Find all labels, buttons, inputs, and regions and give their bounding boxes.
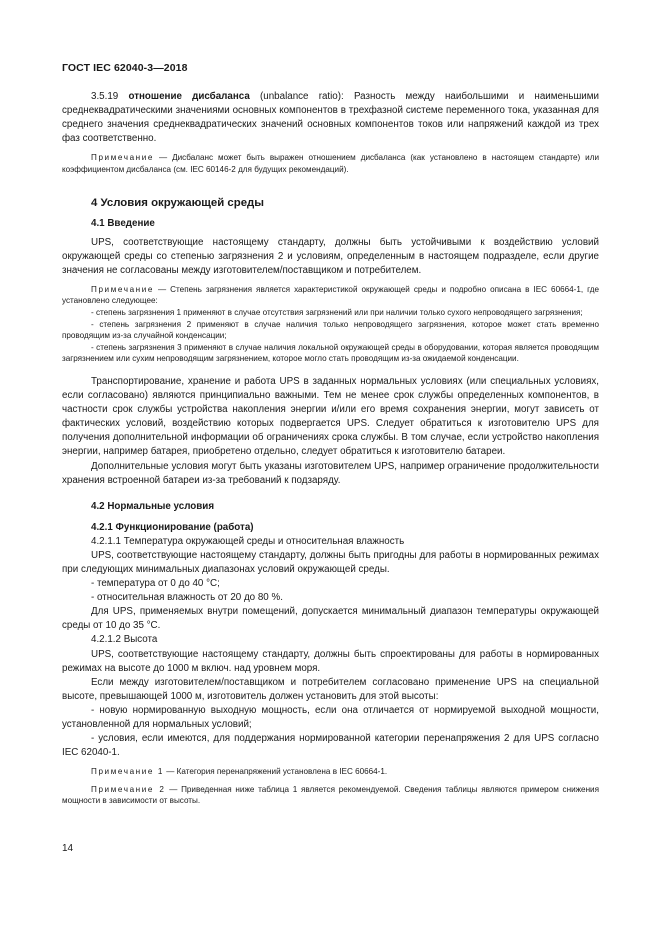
list-item: - температура от 0 до 40 °C; bbox=[91, 578, 220, 590]
note bbox=[62, 152, 599, 175]
note-text: — Дисбаланс может быть выражен отношением дисбаланса (как установлено в настоящем стандарте) или коэффициентом дисбаланса (см. IEC 60146-2 для будущих рекомендаций). bbox=[62, 153, 599, 174]
note-list-item: - степень загрязнения 1 применяют в случае отсутствия загрязнений или при наличии только сухого непроводящего загрязнения; bbox=[91, 308, 583, 318]
list-item: - условия, если имеются, для поддержания нормированной категории перенапряжения 2 для UPS согласно IEC 62040-1. bbox=[62, 733, 599, 759]
clause-heading: 4.2.1.1 Температура окружающей среды и относительная влажность bbox=[91, 535, 405, 547]
clause-number: 3.5.19 bbox=[91, 91, 119, 102]
definition-paragraph bbox=[62, 90, 599, 146]
list-item: - новую нормированную выходную мощность, если она отличается от нормируемой выходной мощности, установленной для нормальных условий; bbox=[62, 704, 599, 730]
document-header: ГОСТ IEC 62040-3—2018 bbox=[62, 62, 188, 74]
note-label: Примечание bbox=[91, 284, 155, 294]
list-item: - относительная влажность от 20 до 80 %. bbox=[91, 592, 283, 604]
note-list-item: - степень загрязнения 3 применяют в случае наличия локальной окружающей среды в оборудовании, которая является проводящим загрязнением или сухим непроводящим загрязнением, которое могло стать проводящим из-за ожидаемой конденсации. bbox=[62, 342, 599, 364]
page-number: 14 bbox=[62, 843, 74, 854]
note-label: Примечание bbox=[91, 153, 155, 163]
paragraph: UPS, соответствующие настоящему стандарту, должны быть спроектированы для работы в нормированных режимах на высоте до 1000 м включ. над уровнем моря. bbox=[62, 648, 599, 674]
term: отношение дисбаланса bbox=[128, 91, 250, 102]
note bbox=[62, 766, 599, 778]
subsection-heading: 4.2 Нормальные условия bbox=[91, 500, 215, 512]
paragraph: Если между изготовителем/поставщиком и потребителем согласовано применение UPS на специальной высоте, превышающей 1000 м, изготовитель должен установить для этой высоты: bbox=[62, 676, 599, 702]
paragraph: Транспортирование, хранение и работа UPS в заданных нормальных условиях (или специальных условиях, если согласовано) являются принципиально важными. Тем не менее срок службы определенных компонентов, в частности срок службы устройства накопления энергии и/или его время сохранения энергии, могут зависеть от фактических условий, воздействию которых подвергается UPS. Следует обратиться к изготовителю UPS для получения дополнительной информации об ограничениях срока службы. В том случае, если устройство накопления энергии, например батарея, приобретено отдельно, следует обратиться к изготовителю батареи. bbox=[62, 376, 599, 458]
note-label: Примечание 2 bbox=[91, 784, 166, 794]
note-text: — Категория перенапряжений установлена в IEC 60664-1. bbox=[164, 767, 388, 777]
note-list-item: - степень загрязнения 2 применяют в случае наличия только непроводящего загрязнения, которое может стать временно проводящим из-за случайной конденсации; bbox=[62, 319, 599, 341]
section-heading: 4 Условия окружающей среды bbox=[91, 196, 264, 209]
definition-text: Разность между наибольшими и наименьшими среднеквадратическими значениями основных компонентов в трехфазной системе переменного тока, указанная для среднего значения среднеквадратических значений основных компонентов токов или напряжений каждой из трех фаз соответственно. bbox=[62, 91, 599, 145]
paragraph: Дополнительные условия могут быть указаны изготовителем UPS, например ограничение продолжительности хранения встроенной батареи из-за требований к подзаряду. bbox=[62, 460, 599, 486]
clause-heading: 4.2.1.2 Высота bbox=[91, 634, 158, 646]
note-text: — Приведенная ниже таблица 1 является рекомендуемой. Сведения таблицы являются примером снижения мощности в зависимости от высоты. bbox=[62, 784, 599, 806]
paragraph: UPS, соответствующие настоящему стандарту, должны быть устойчивыми к воздействию условий окружающей среды со степенью загрязнения 2 и условиям, определенным в настоящем подразделе, если другие значения не согласованы между изготовителем/поставщиком и потребителем. bbox=[62, 236, 599, 276]
note bbox=[62, 784, 599, 807]
note-label: Примечание 1 bbox=[91, 767, 165, 777]
subsection-heading: 4.1 Введение bbox=[91, 217, 155, 229]
paragraph: UPS, соответствующие настоящему стандарту, должны быть пригодны для работы в нормированных режимах при следующих минимальных диапазонах условий окружающей среды. bbox=[62, 549, 599, 575]
note-text: — Степень загрязнения является характеристикой окружающей среды и подробно описана в IEC 60664-1, где установлено следующее: bbox=[62, 284, 599, 306]
term-english: (unbalance ratio): bbox=[260, 91, 354, 102]
note bbox=[62, 284, 599, 307]
paragraph: Для UPS, применяемых внутри помещений, допускается минимальный диапазон температуры окружающей среды от 10 до 35 °C. bbox=[62, 606, 599, 632]
subsection-heading: 4.2.1 Функционирование (работа) bbox=[91, 521, 254, 533]
page-content bbox=[62, 90, 599, 807]
